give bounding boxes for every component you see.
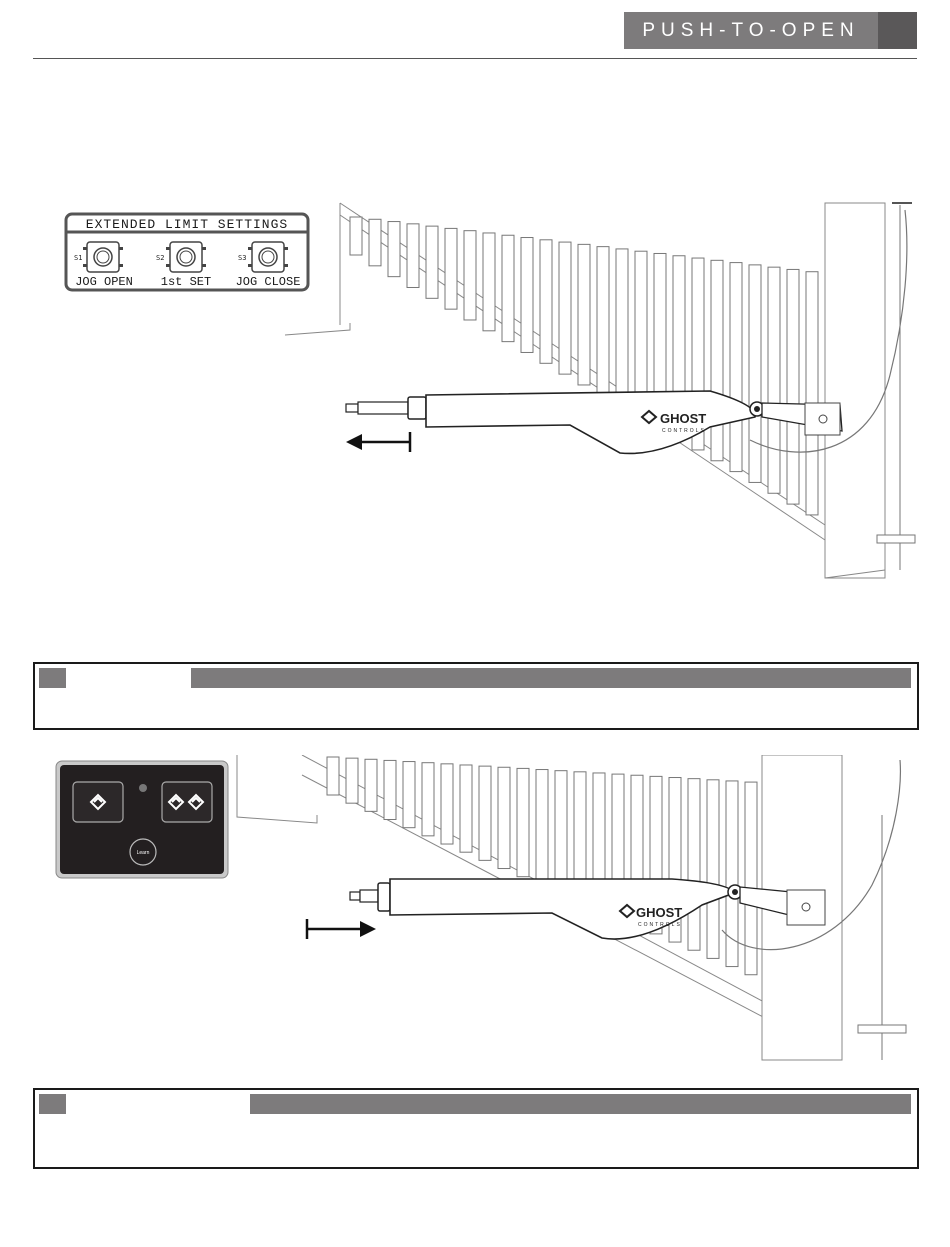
gate-picket	[407, 224, 419, 288]
step-instruction-box-2	[33, 1088, 919, 1169]
s2-first-set-button[interactable]	[166, 242, 206, 272]
limit-panel-title: EXTENDED LIMIT SETTINGS	[85, 217, 289, 232]
gate-picket	[426, 226, 438, 298]
gate-picket	[441, 764, 453, 844]
gate-picket	[540, 240, 552, 363]
gate-picket	[384, 760, 396, 819]
s3-id: S3	[238, 254, 247, 262]
gate-picket	[707, 780, 719, 959]
remote-button-single[interactable]	[73, 782, 123, 822]
brand-name: GHOST	[660, 411, 707, 426]
gate-picket	[555, 771, 567, 893]
brand-name-2: GHOST	[636, 905, 683, 920]
header-banner-cap	[878, 12, 917, 49]
gate-picket	[327, 757, 339, 795]
step-heading-bar-2	[250, 1094, 911, 1114]
gate-picket	[388, 222, 400, 277]
gate-picket	[521, 238, 533, 353]
gate-opener-illustration-2	[232, 755, 912, 1065]
step-instruction-box-1	[33, 662, 919, 730]
gate-picket	[346, 758, 358, 803]
retract-arrow-icon	[346, 432, 410, 452]
gate-picket	[616, 249, 628, 407]
gate-picket	[365, 759, 377, 811]
gate-picket	[483, 233, 495, 331]
step-number-badge-2	[39, 1094, 66, 1114]
page-title: PUSH-TO-OPEN	[642, 20, 860, 41]
step-number-badge-1	[39, 668, 66, 688]
gate-picket	[578, 244, 590, 385]
gate-picket	[768, 267, 780, 493]
brand-sub-2: CONTROLS	[638, 922, 682, 928]
gate-picket	[403, 762, 415, 828]
step-heading-bar-1	[191, 668, 911, 688]
remote-control	[55, 760, 230, 880]
remote-button-double[interactable]	[162, 782, 212, 822]
gate-picket	[517, 768, 529, 876]
header-divider	[33, 58, 917, 59]
s2-label: 1st SET	[160, 275, 212, 289]
s1-label: JOG OPEN	[75, 275, 133, 289]
extend-arrow-icon	[307, 919, 376, 939]
gate-picket	[422, 763, 434, 836]
gate-picket	[479, 766, 491, 860]
gate-picket	[787, 269, 799, 504]
gate-picket	[369, 219, 381, 266]
learn-label: Learn	[136, 850, 150, 856]
gate-picket	[688, 779, 700, 951]
s1-jog-open-button[interactable]	[83, 242, 123, 272]
gate-picket	[445, 228, 457, 309]
brand-sub: CONTROLS	[662, 428, 706, 434]
s1-id: S1	[74, 254, 83, 262]
gate-picket	[711, 260, 723, 460]
gate-picket	[350, 217, 362, 255]
gate-picket	[559, 242, 571, 374]
gate-picket	[749, 265, 761, 483]
gate-picket	[464, 231, 476, 320]
gate-picket	[597, 247, 609, 396]
gate-picket	[460, 765, 472, 852]
extended-limit-settings-panel	[62, 210, 312, 294]
gate-picket	[806, 272, 818, 515]
gate-picket	[498, 767, 510, 868]
gate-picket	[536, 770, 548, 885]
s2-id: S2	[156, 254, 165, 262]
gate-opener-illustration-1	[280, 195, 920, 590]
gate-picket	[502, 235, 514, 341]
s3-label: JOG CLOSE	[235, 275, 301, 289]
gate-picket	[730, 263, 742, 472]
